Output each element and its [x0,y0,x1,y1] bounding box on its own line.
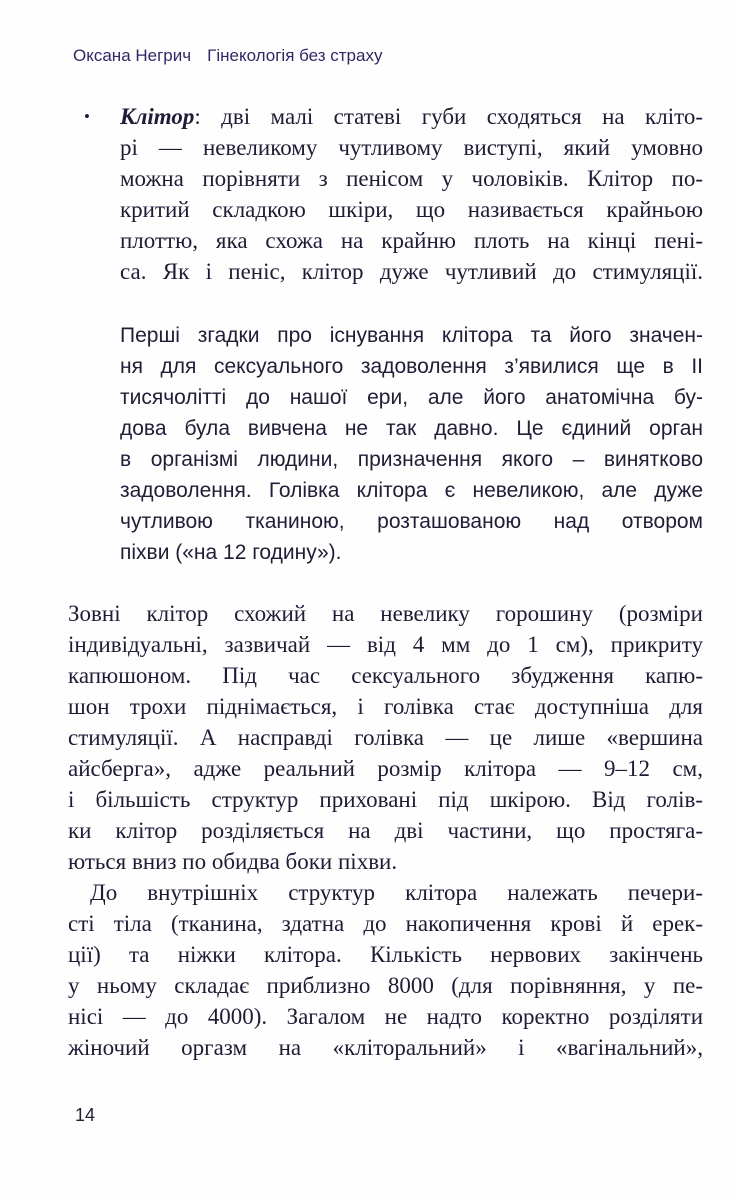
text-line: ються вниз по обидва боки піхви. [68,849,398,874]
text-line: ції) та ніжки клітора. Кількість нервових закінчень [68,942,703,967]
text-line: піхви («на 12 годину»). [120,541,342,564]
text-line: можна порівняти з пенісом у чоловіків. Клітор по- [120,166,703,191]
text-line: Перші згадки про існування клітора та його значен- [120,324,703,347]
paragraph-internal-anatomy [68,877,703,1063]
text-line: критий складкою шкіри, що називається крайньою [120,197,703,222]
text-line: Клітор: дві малі статеві губи сходяться на кліто- [120,104,703,129]
text-line: До внутрішніх структур клітора належать печери- [90,880,703,905]
running-header [73,46,382,66]
paragraph-external-anatomy [68,598,703,877]
text-line: стимуляції. А насправді голівка — це лише «вершина [68,725,703,750]
text-line: у ньому складає приблизно 8000 (для порівняння, у пе- [68,973,703,998]
text-line: і більшість структур приховані під шкірою. Від голів- [68,787,703,812]
bullet-icon: • [84,107,90,126]
text-line: шон трохи піднімається, і голівка стає доступніша для [68,694,703,719]
bullet-paragraph-text [120,101,703,287]
text-line: капюшоном. Під час сексуального збудження капю- [68,663,703,688]
text-line: плоттю, яка схожа на крайню плоть на кінці пені- [120,228,703,253]
text-line: ки клітор розділяється на дві частини, що простяга- [68,818,703,843]
bold-lead-word: Клітор [120,104,195,129]
page-number: 14 [75,1105,96,1125]
text-line: задоволення. Голівка клітора є невеликою, але дуже [120,479,703,502]
text-line: рі — невеликому чутливому виступі, який умовно [120,135,703,160]
text-line: са. Як і пеніс, клітор дуже чутливий до стимуляції. [120,259,703,284]
text-line: дова була вивчена не так давно. Це єдиний орган [120,417,703,440]
text-line: чутливою тканиною, розташованою над отвором [120,510,703,533]
book-title: Гінекологія без страху [207,46,383,65]
bullet-paragraph [84,101,703,287]
text-line: ня для сексуального задоволення з’явилися ще в II [120,355,703,378]
main-text [68,598,703,1063]
text-line: жіночий оргазм на «кліторальний» і «вагінальний», [68,1035,703,1060]
text-line: Зовні клітор схожий на невелику горошину (розміри [68,601,703,626]
text-line: тисячолітті до нашої ери, але його анатомічна бу- [120,386,703,409]
author-name: Оксана Негрич [73,46,192,65]
text-line: індивідуальні, зазвичай — від 4 мм до 1 см), прикриту [68,632,703,657]
text-line: айсберга», адже реальний розмір клітора — 9–12 см, [68,756,703,781]
text-line: сті тіла (тканина, здатна до накопичення крові й ерек- [68,911,703,936]
text-line: нісі — до 4000). Загалом не надто коректно розділяти [68,1004,703,1029]
inset-commentary-paragraph [120,320,703,568]
text-line: в організмі людини, призначення якого – винятково [120,448,703,471]
